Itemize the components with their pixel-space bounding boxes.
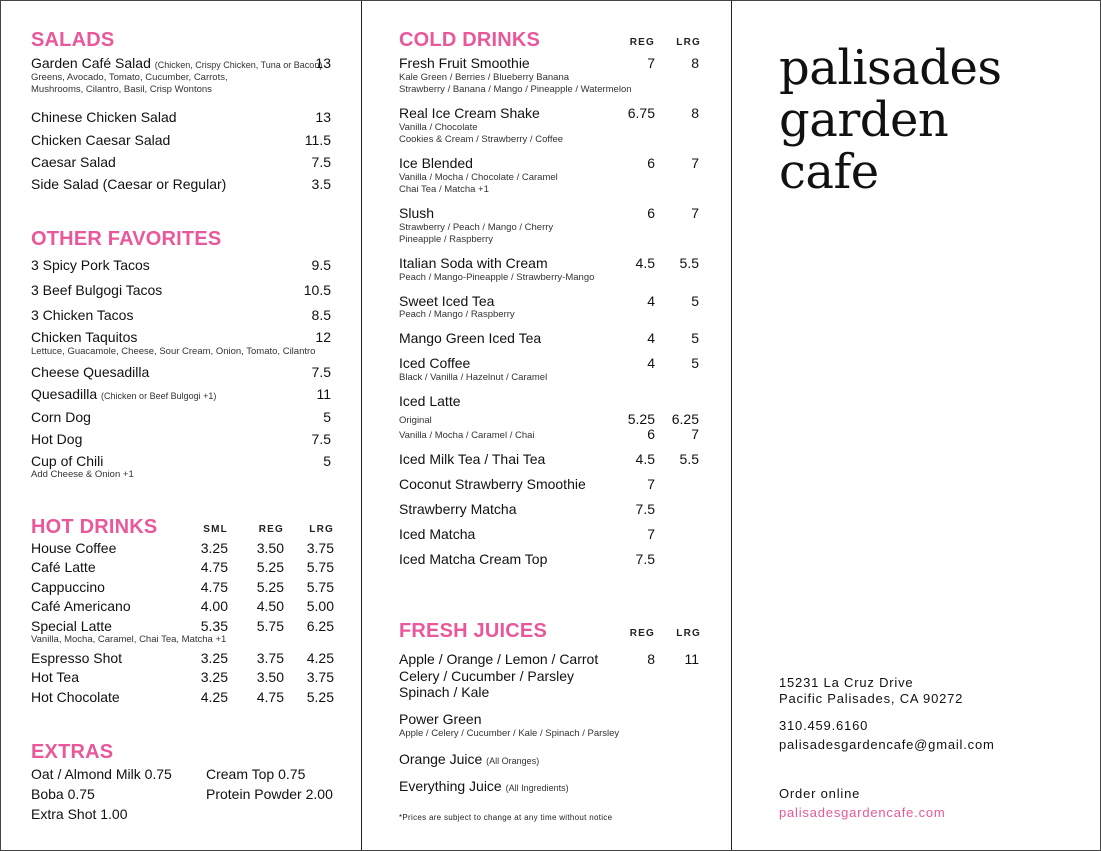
extra-item: Protein Powder 2.00 <box>206 786 333 802</box>
price-lrg: 5.75 <box>306 559 334 575</box>
address-line: Pacific Palisades, CA 90272 <box>779 691 964 706</box>
menu-item-name: Cheese Quesadilla <box>31 364 150 380</box>
price-lrg: 5.25 <box>306 689 334 705</box>
price-lrg: 7 <box>691 426 699 442</box>
price-lrg: 6.25 <box>306 618 334 634</box>
price-sml: 4.00 <box>200 598 228 614</box>
juice-ingredients-line: Spinach / Kale <box>399 684 490 700</box>
column-header-sml: SML <box>203 524 228 535</box>
price-reg: 4.5 <box>635 451 655 467</box>
price-lrg: 11 <box>684 651 699 667</box>
item-name: Quesadilla <box>31 386 98 402</box>
menu-item-description: Strawberry / Peach / Mango / Cherry <box>399 222 554 233</box>
extra-item: Extra Shot 1.00 <box>31 806 128 822</box>
menu-item-price: 8.5 <box>311 307 331 323</box>
price-lrg: 4.25 <box>306 650 334 666</box>
price-reg: 3.50 <box>256 669 284 685</box>
menu-item-price: 7.5 <box>311 154 331 170</box>
price-reg: 4 <box>647 330 655 346</box>
menu-item-name: Ice Blended <box>399 155 473 171</box>
menu-item-name: Italian Soda with Cream <box>399 255 548 271</box>
menu-item-name: Café Latte <box>31 559 96 575</box>
cold-drinks-heading: COLD DRINKS <box>399 29 541 51</box>
website-link[interactable]: palisadesgardencafe.com <box>779 805 946 820</box>
menu-item-name: Chicken Taquitos <box>31 329 138 345</box>
menu-item-name: Special Latte <box>31 618 112 634</box>
favorites-heading: OTHER FAVORITES <box>31 228 222 250</box>
menu-item-price: 5 <box>323 453 331 469</box>
menu-item-price: 9.5 <box>311 257 331 273</box>
price-lrg: 3.75 <box>306 669 334 685</box>
menu-item-description: Pineapple / Raspberry <box>399 234 493 245</box>
price-sml: 3.25 <box>200 540 228 556</box>
menu-item-price: 12 <box>315 329 331 345</box>
juice-ingredients-line: Celery / Cucumber / Parsley <box>399 668 575 684</box>
menu-item-name: Sweet Iced Tea <box>399 293 495 309</box>
menu-item-name: Cup of Chili <box>31 453 104 469</box>
price-reg: 6 <box>647 155 655 171</box>
menu-item-description: Greens, Avocado, Tomato, Cucumber, Carrots, <box>31 72 228 83</box>
menu-item-name: Hot Dog <box>31 431 83 447</box>
menu-item-name: Slush <box>399 205 435 221</box>
price-reg: 5.25 <box>256 579 284 595</box>
extra-item: Oat / Almond Milk 0.75 <box>31 766 172 782</box>
price-lrg: 5 <box>691 293 699 309</box>
extra-item: Cream Top 0.75 <box>206 766 306 782</box>
price-lrg: 3.75 <box>306 540 334 556</box>
menu-item-price: 11 <box>316 386 331 402</box>
menu-item-description: Strawberry / Banana / Mango / Pineapple / Watermelon <box>399 84 632 95</box>
menu-item-name: 3 Chicken Tacos <box>31 307 134 323</box>
extra-item: Boba 0.75 <box>31 786 95 802</box>
price-lrg: 5.5 <box>679 255 699 271</box>
price-reg: 6 <box>647 205 655 221</box>
menu-item-name: 3 Beef Bulgogi Tacos <box>31 282 163 298</box>
item-note: (Chicken, Crispy Chicken, Tuna or Bacon) <box>154 60 323 70</box>
menu-item-name: Power Green <box>399 711 482 727</box>
price-reg: 5.75 <box>256 618 284 634</box>
menu-item-name: Fresh Fruit Smoothie <box>399 55 530 71</box>
price-reg: 7 <box>647 476 655 492</box>
menu-item-name: Coconut Strawberry Smoothie <box>399 476 586 492</box>
menu-item-option: Original <box>399 415 432 426</box>
column-header-lrg: LRG <box>676 37 701 48</box>
price-reg: 4 <box>647 293 655 309</box>
column-header-reg: REG <box>629 37 655 48</box>
price-reg: 3.75 <box>256 650 284 666</box>
price-sml: 3.25 <box>200 669 228 685</box>
menu-item-description: Vanilla, Mocha, Caramel, Chai Tea, Matcha +1 <box>31 634 227 645</box>
menu-item-name: Hot Tea <box>31 669 79 685</box>
menu-item-name: Corn Dog <box>31 409 91 425</box>
menu-item-name <box>31 55 322 71</box>
phone-number: 310.459.6160 <box>779 718 869 733</box>
brand-panel <box>732 0 1101 851</box>
menu-item-name <box>399 778 569 794</box>
salads-heading: SALADS <box>31 29 115 51</box>
price-lrg: 5 <box>691 355 699 371</box>
fresh-juices-heading: FRESH JUICES <box>399 620 547 642</box>
column-header-reg: REG <box>258 524 284 535</box>
menu-item-name: House Coffee <box>31 540 117 556</box>
menu-item-description: Cookies & Cream / Strawberry / Coffee <box>399 134 564 145</box>
price-lrg: 6.25 <box>671 411 699 427</box>
price-lrg: 5.5 <box>679 451 699 467</box>
menu-item-description: Mushrooms, Cilantro, Basil, Crisp Wontons <box>31 84 212 95</box>
menu-item-option: Vanilla / Mocha / Caramel / Chai <box>399 430 535 441</box>
item-note: (All Ingredients) <box>505 783 569 793</box>
menu-item-name: Mango Green Iced Tea <box>399 330 542 346</box>
menu-item-name: Iced Matcha <box>399 526 476 542</box>
menu-item-name: Iced Matcha Cream Top <box>399 551 548 567</box>
price-reg: 5.25 <box>627 411 655 427</box>
menu-item-price: 7.5 <box>311 431 331 447</box>
menu-item-name <box>399 751 539 767</box>
menu-item-name: Caesar Salad <box>31 154 116 170</box>
menu-item-price: 3.5 <box>311 176 331 192</box>
menu-item-name: Chinese Chicken Salad <box>31 109 177 125</box>
price-sml: 4.75 <box>200 559 228 575</box>
menu-item-description: Add Cheese & Onion +1 <box>31 469 134 480</box>
column-header-lrg: LRG <box>676 628 701 639</box>
menu-item-price: 10.5 <box>303 282 331 298</box>
menu-item-price: 13 <box>315 55 331 71</box>
menu-item-description: Peach / Mango / Raspberry <box>399 309 515 320</box>
brand-title-line: garden <box>779 92 949 148</box>
extras-heading: EXTRAS <box>31 741 114 763</box>
menu-item-name: Cappuccino <box>31 579 105 595</box>
menu-item-name: 3 Spicy Pork Tacos <box>31 257 150 273</box>
menu-item-name: Iced Latte <box>399 393 461 409</box>
price-reg: 4.50 <box>256 598 284 614</box>
price-lrg: 5.75 <box>306 579 334 595</box>
item-note: (Chicken or Beef Bulgogi +1) <box>101 391 217 401</box>
menu-item-name: Strawberry Matcha <box>399 501 517 517</box>
price-reg: 3.50 <box>256 540 284 556</box>
menu-item-name: Iced Coffee <box>399 355 471 371</box>
menu-item-name: Café Americano <box>31 598 131 614</box>
price-reg: 6.75 <box>627 105 655 121</box>
menu-item-name: Chicken Caesar Salad <box>31 132 171 148</box>
menu-item-name: Side Salad (Caesar or Regular) <box>31 176 227 192</box>
menu-item-price: 13 <box>315 109 331 125</box>
menu-item-description: Black / Vanilla / Hazelnut / Caramel <box>399 372 548 383</box>
menu-item-name: Hot Chocolate <box>31 689 120 705</box>
price-lrg: 8 <box>691 55 699 71</box>
menu-item-name: Iced Milk Tea / Thai Tea <box>399 451 546 467</box>
price-reg: 6 <box>647 426 655 442</box>
price-reg: 7 <box>647 55 655 71</box>
price-lrg: 7 <box>691 155 699 171</box>
item-name: Orange Juice <box>399 751 483 767</box>
order-online-label: Order online <box>779 786 861 801</box>
menu-item-description: Peach / Mango-Pineapple / Strawberry-Mango <box>399 272 595 283</box>
column-header-reg: REG <box>629 628 655 639</box>
menu-item-name <box>31 386 216 402</box>
menu-item-description: Chai Tea / Matcha +1 <box>399 184 489 195</box>
brand-title-line: cafe <box>779 144 879 200</box>
price-sml: 4.25 <box>200 689 228 705</box>
price-reg: 7.5 <box>635 551 655 567</box>
menu-item-description: Lettuce, Guacamole, Cheese, Sour Cream, Onion, Tomato, Cilantro <box>31 346 316 357</box>
price-reg: 7 <box>647 526 655 542</box>
price-sml: 5.35 <box>200 618 228 634</box>
menu-item-price: 11.5 <box>304 132 331 148</box>
menu-panel-middle <box>362 0 732 851</box>
menu-item-name: Real Ice Cream Shake <box>399 105 540 121</box>
menu-item-price: 5 <box>323 409 331 425</box>
address-line: 15231 La Cruz Drive <box>779 675 914 690</box>
email-address: palisadesgardencafe@gmail.com <box>779 737 995 752</box>
price-reg: 4.75 <box>256 689 284 705</box>
price-lrg: 7 <box>691 205 699 221</box>
menu-item-description: Apple / Celery / Cucumber / Kale / Spinach / Parsley <box>399 728 620 739</box>
menu-item-description: Vanilla / Mocha / Chocolate / Caramel <box>399 172 558 183</box>
price-reg: 5.25 <box>256 559 284 575</box>
menu-item-name: Espresso Shot <box>31 650 123 666</box>
price-reg: 7.5 <box>635 501 655 517</box>
menu-panel-left <box>0 0 362 851</box>
price-lrg: 5.00 <box>306 598 334 614</box>
price-reg: 4 <box>647 355 655 371</box>
item-name: Everything Juice <box>399 778 502 794</box>
price-reg: 4.5 <box>635 255 655 271</box>
menu-item-description: Kale Green / Berries / Blueberry Banana <box>399 72 570 83</box>
menu-item-description: Vanilla / Chocolate <box>399 122 478 133</box>
menu-item-price: 7.5 <box>311 364 331 380</box>
price-disclaimer: *Prices are subject to change at any time without notice <box>399 813 613 822</box>
hot-drinks-heading: HOT DRINKS <box>31 516 158 538</box>
price-lrg: 5 <box>691 330 699 346</box>
brand-title-line: palisades <box>779 40 1002 96</box>
price-reg: 8 <box>647 651 655 667</box>
item-note: (All Oranges) <box>486 756 540 766</box>
juice-ingredients-line: Apple / Orange / Lemon / Carrot <box>399 651 599 667</box>
price-sml: 3.25 <box>200 650 228 666</box>
price-sml: 4.75 <box>200 579 228 595</box>
price-lrg: 8 <box>691 105 699 121</box>
item-name: Garden Café Salad <box>31 55 151 71</box>
column-header-lrg: LRG <box>309 524 334 535</box>
